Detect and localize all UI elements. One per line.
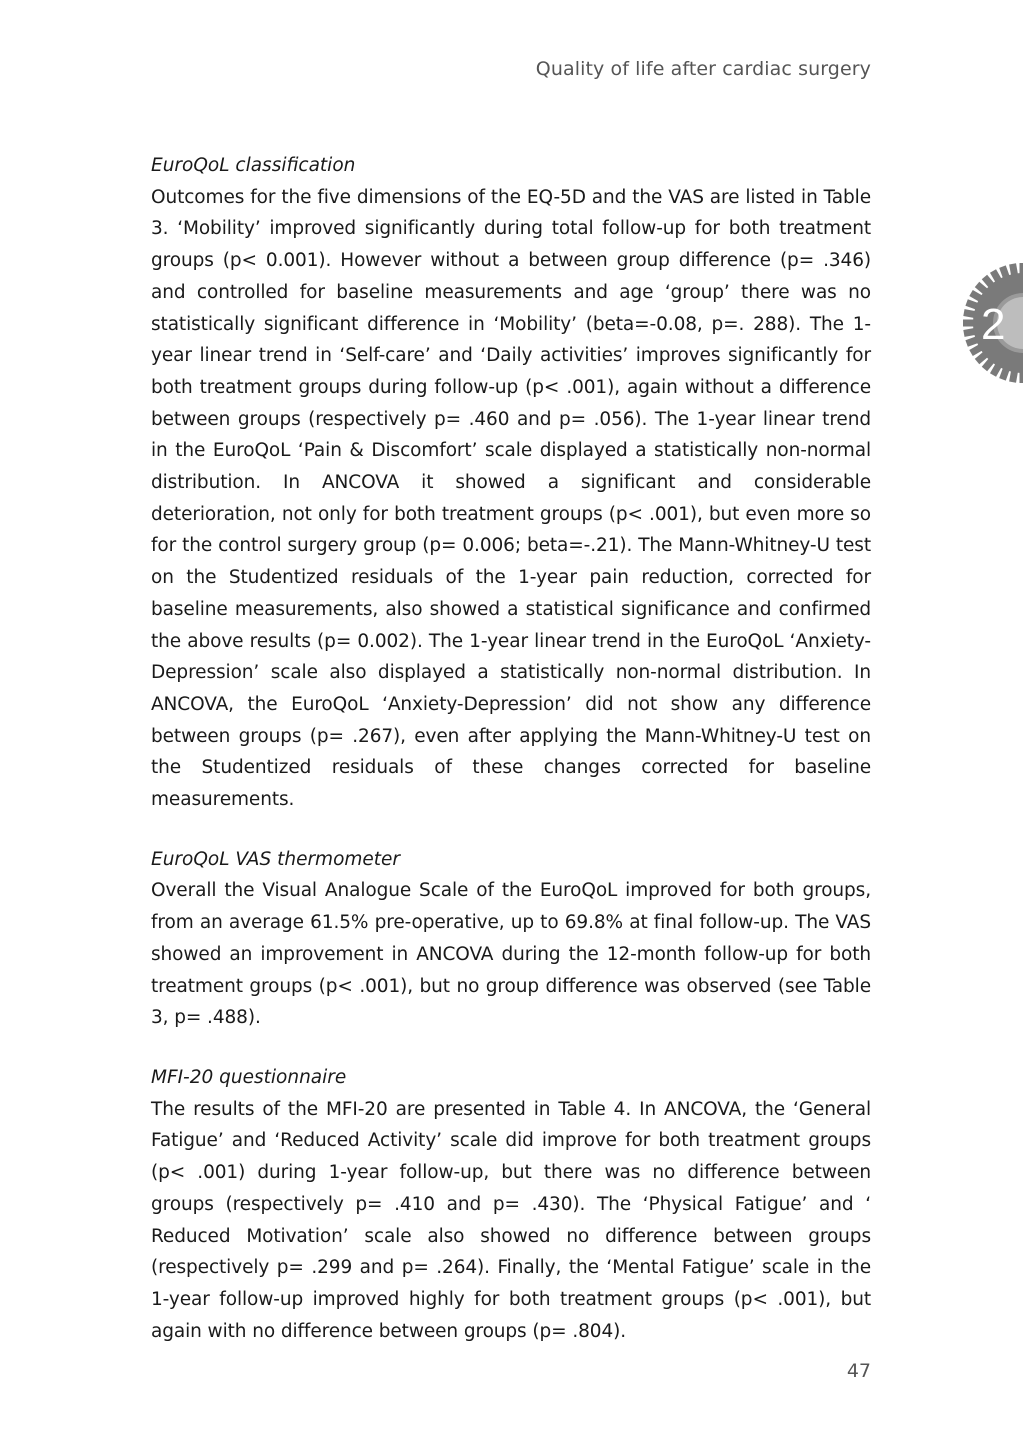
- running-header: Quality of life after cardiac surgery: [535, 58, 871, 80]
- section-body: Outcomes for the five dimensions of the EQ-5D and the VAS are listed in Table 3. ‘Mobility’ improved significantly during total follow-up for both treatment groups (p< 0.001). However without a between group difference (p= .346) and controlled for baseline measurements and age ‘group’ there was no statistically significant difference in ‘Mobility’ (beta=-0.08, p=. 288). The 1-year linear trend in ‘Self-care’ and ‘Daily activities’ improves significantly for both treatment groups during follow-up (p< .001), again without a difference between groups (respectively p= .460 and p= .056). The 1-year linear trend in the EuroQoL ‘Pain & Discomfort’ scale displayed a statistically non-normal distribution. In ANCOVA it showed a significant and considerable deterioration, not only for both treatment groups (p< .001), but even more so for the control surgery group (p= 0.006; beta=-.21). The Mann-Whitney-U test on the Studentized residuals of the 1-year pain reduction, corrected for baseline measurements, also showed a statistical significance and confirmed the above results (p= 0.002). The 1-year linear trend in the EuroQoL ‘Anxiety-Depression’ scale also displayed a statistically non-normal distribution. In ANCOVA, the EuroQoL ‘Anxiety-Depression’ did not show any difference between groups (p= .267), even after applying the Mann-Whitney-U test on the Studentized residuals of these changes corrected for baseline measurements.: [151, 186, 871, 811]
- page-number: 47: [846, 1360, 871, 1382]
- section-euroqol-classification: [151, 150, 871, 816]
- section-body: Overall the Visual Analogue Scale of the EuroQoL improved for both groups, from an average 61.5% pre-operative, up to 69.8% at final follow-up. The VAS showed an improvement in ANCOVA during the 12-month follow-up for both treatment groups (p< .001), but no group difference was observed (see Table 3, p= .488).: [151, 880, 871, 1029]
- section-body: The results of the MFI-20 are presented in Table 4. In ANCOVA, the ‘General Fatigue’ and ‘Reduced Activity’ scale did improve for both treatment groups (p< .001) during 1-year follow-up, but there was no difference between groups (respectively p= .410 and p= .430). The ‘Physical Fatigue’ and ‘ Reduced Motivation’ scale also showed no difference between groups (respectively p= .299 and p= .264). Finally, the ‘Mental Fatigue’ scale in the 1-year follow-up improved highly for both treatment groups (p< .001), but again with no difference between groups (p= .804).: [151, 1098, 871, 1342]
- chapter-number: 2: [981, 300, 1006, 349]
- gear-icon: [962, 262, 1023, 384]
- chapter-tab: [962, 262, 1023, 384]
- section-title: MFI-20 questionnaire: [151, 1066, 347, 1088]
- main-content: [151, 150, 871, 1375]
- section-mfi-20: [151, 1062, 871, 1347]
- section-title: EuroQoL classification: [151, 155, 356, 176]
- section-title: EuroQoL VAS thermometer: [151, 848, 401, 870]
- section-euroqol-vas: [151, 844, 871, 1034]
